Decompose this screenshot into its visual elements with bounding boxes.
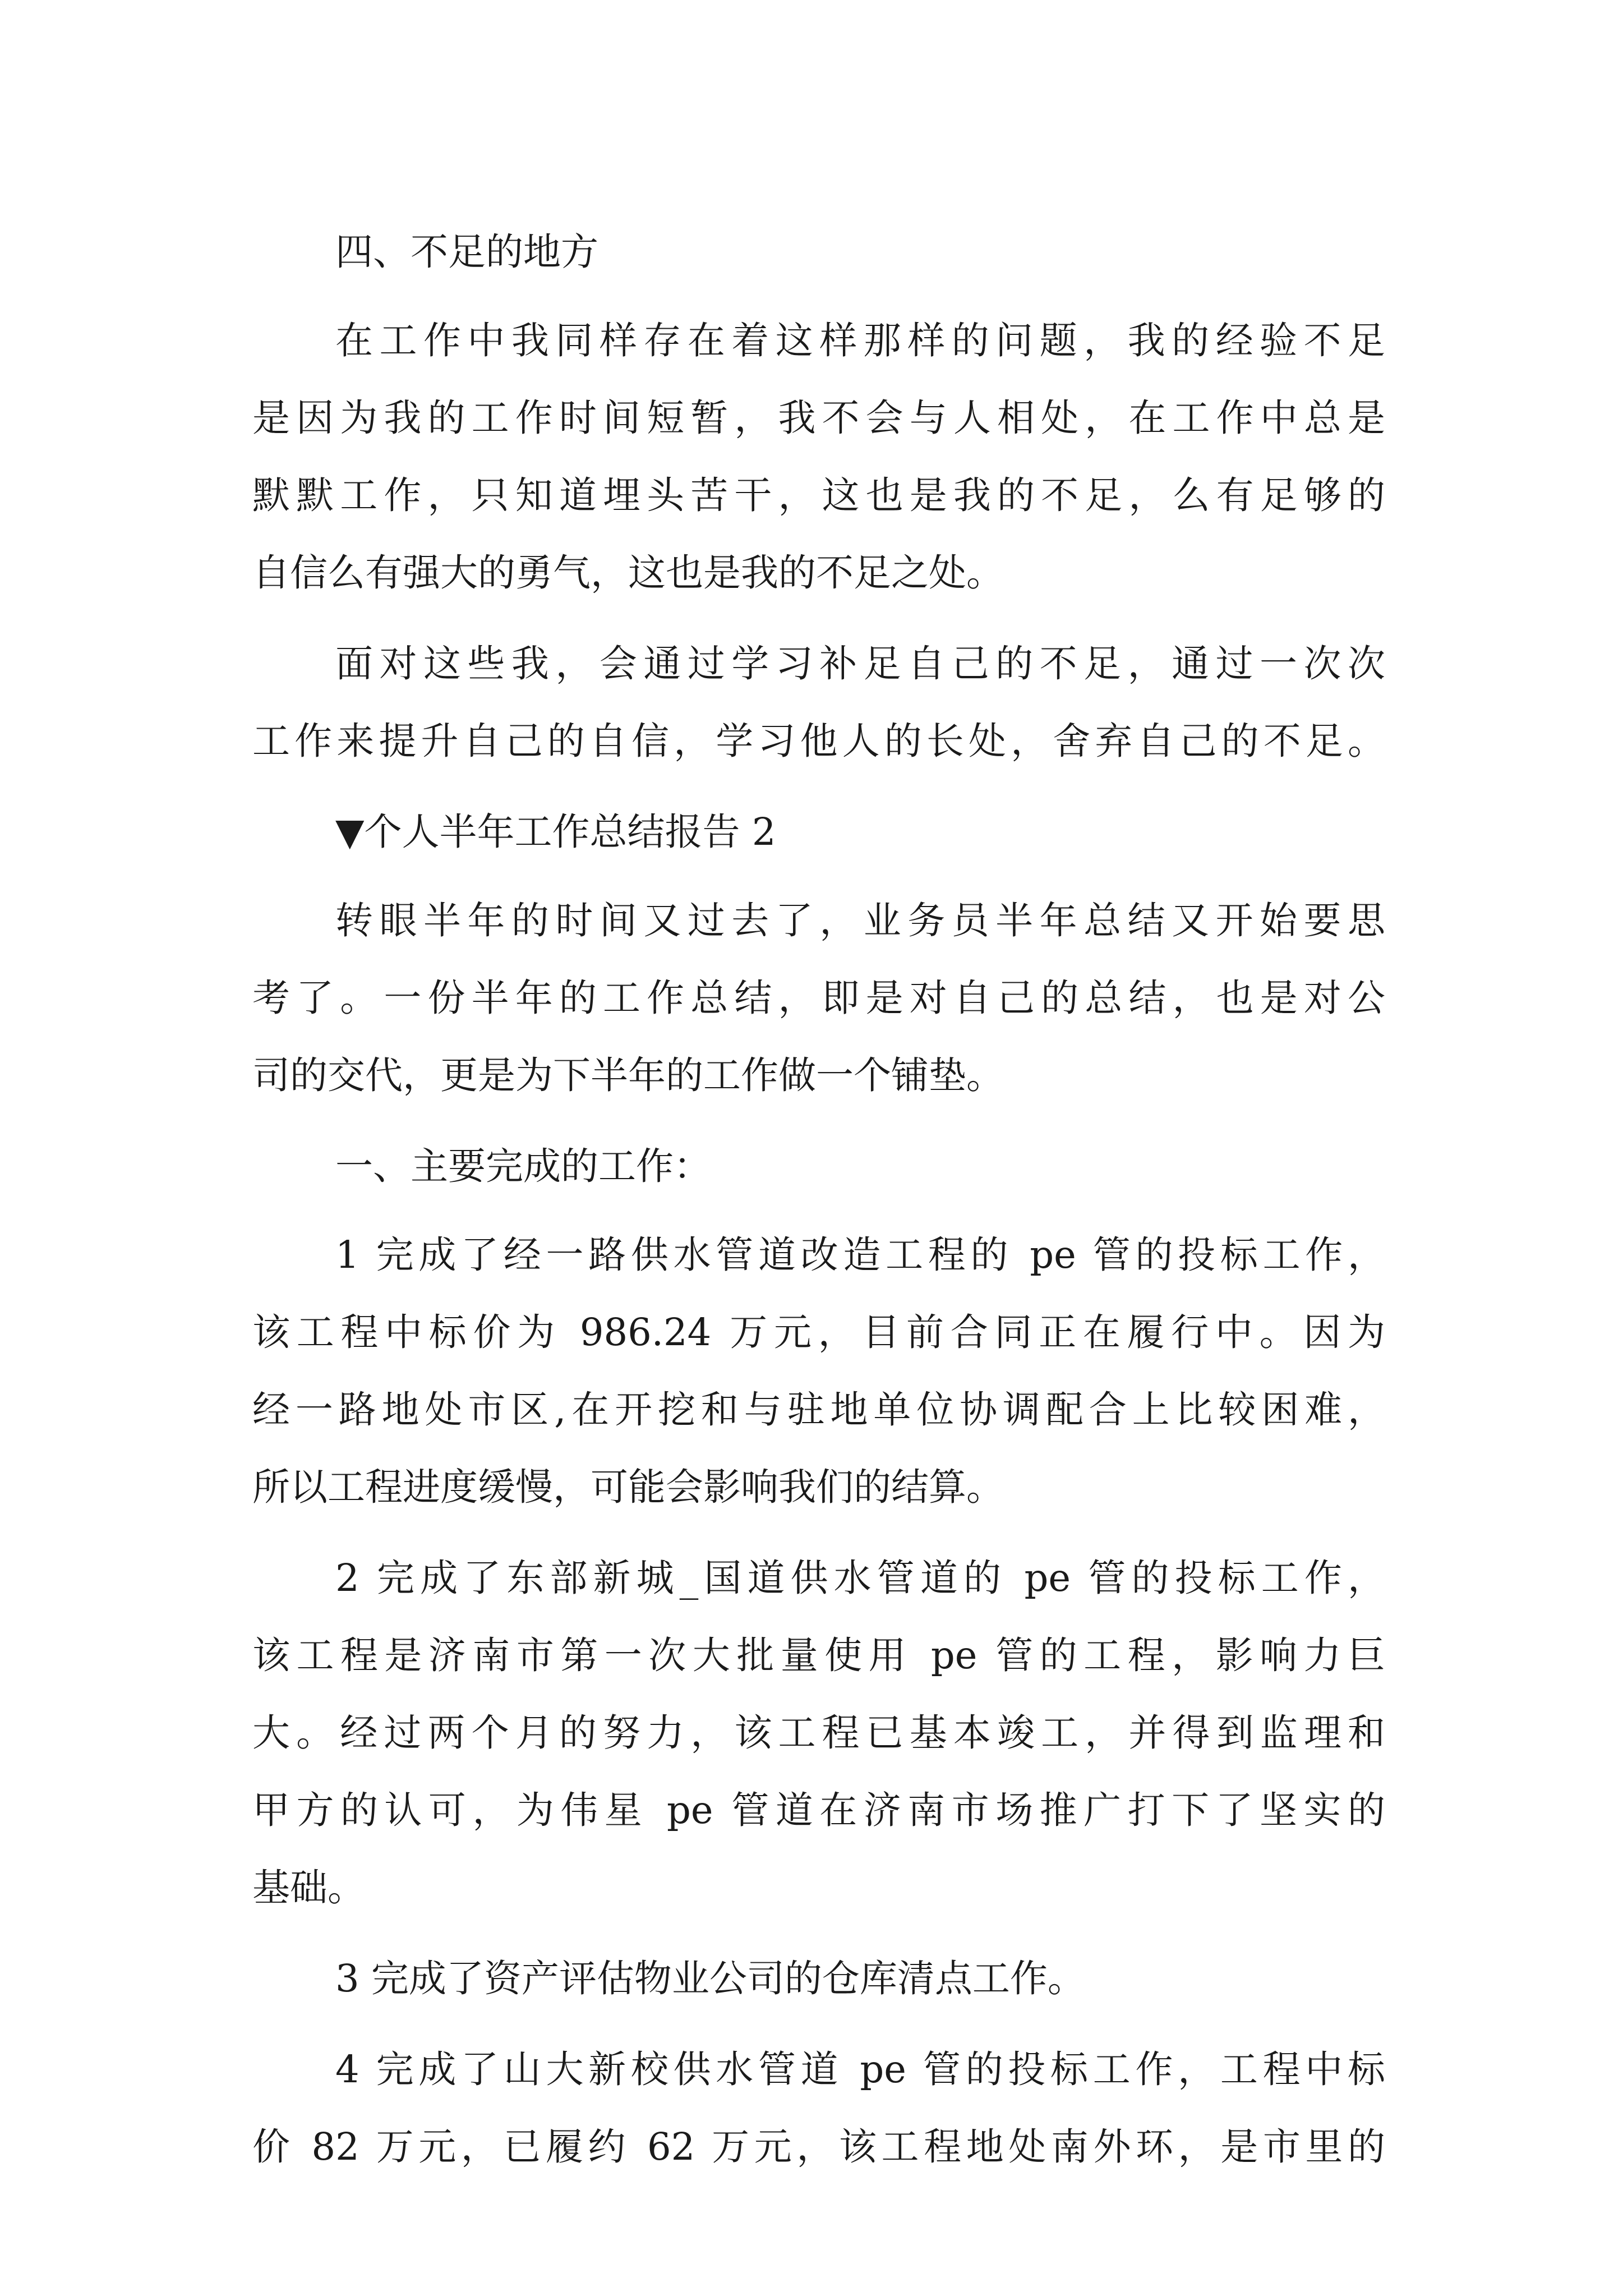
text-line: 价 82 万元，已履约 62 万元，该工程地处南外环，是市里的 (252, 2125, 1385, 2169)
list-item-4 (252, 2031, 1385, 2185)
text-line: 所以工程进度缓慢，可能会影响我们的结算。 (252, 1465, 1004, 1509)
report-heading: ▼个人半年工作总结报告 2 (335, 810, 776, 854)
paragraph-intro (252, 882, 1385, 1114)
text-line: 司的交代，更是为下半年的工作做一个铺垫。 (252, 1053, 1004, 1097)
section-heading-main-work: 一、主要完成的工作： (335, 1144, 711, 1188)
list-item-3 (252, 1940, 1385, 2017)
text-line: 该工程中标价为 986.24 万元，目前合同正在履行中。因为 (252, 1310, 1385, 1354)
text-line: 2 完成了东部新城_国道供水管道的 pe 管的投标工作， (335, 1556, 1385, 1600)
section-heading-shortcomings: 四、不足的地方 (335, 230, 598, 274)
text-line: 自信么有强大的勇气，这也是我的不足之处。 (252, 551, 1004, 595)
text-line: 1 完成了经一路供水管道改造工程的 pe 管的投标工作， (335, 1233, 1385, 1277)
list-item-2 (252, 1539, 1385, 1926)
text-line: 大。经过两个月的努力，该工程已基本竣工，并得到监理和 (252, 1711, 1385, 1755)
text-line: 在工作中我同样存在着这样那样的问题，我的经验不足 (335, 319, 1385, 362)
text-line: 是因为我的工作时间短暂，我不会与人相处，在工作中总是 (252, 396, 1385, 440)
text-line: 3 完成了资产评估物业公司的仓库清点工作。 (335, 1957, 1085, 2000)
text-line: 甲方的认可，为伟星 pe 管道在济南市场推广打下了坚实的 (252, 1788, 1385, 1832)
text-line: 转眼半年的时间又过去了，业务员半年总结又开始要思 (335, 899, 1385, 942)
paragraph-improvement (252, 625, 1385, 780)
text-line: 经一路地处市区,在开挖和与驻地单位协调配合上比较困难， (252, 1388, 1385, 1432)
text-line: 4 完成了山大新校供水管道 pe 管的投标工作，工程中标 (335, 2047, 1385, 2091)
paragraph-shortcomings (252, 302, 1385, 611)
text-line: 基础。 (252, 1866, 365, 1910)
list-item-1 (252, 1216, 1385, 1526)
text-line: 该工程是济南市第一次大批量使用 pe 管的工程，影响力巨 (252, 1634, 1385, 1677)
text-line: 工作来提升自己的自信，学习他人的长处，舍弃自己的不足。 (252, 719, 1385, 763)
text-line: 面对这些我，会通过学习补足自己的不足，通过一次次 (335, 642, 1385, 685)
document-body (252, 213, 1385, 2185)
text-line: 默默工作，只知道埋头苦干，这也是我的不足，么有足够的 (252, 473, 1385, 517)
text-line: 考了。一份半年的工作总结，即是对自己的总结，也是对公 (252, 976, 1385, 1020)
